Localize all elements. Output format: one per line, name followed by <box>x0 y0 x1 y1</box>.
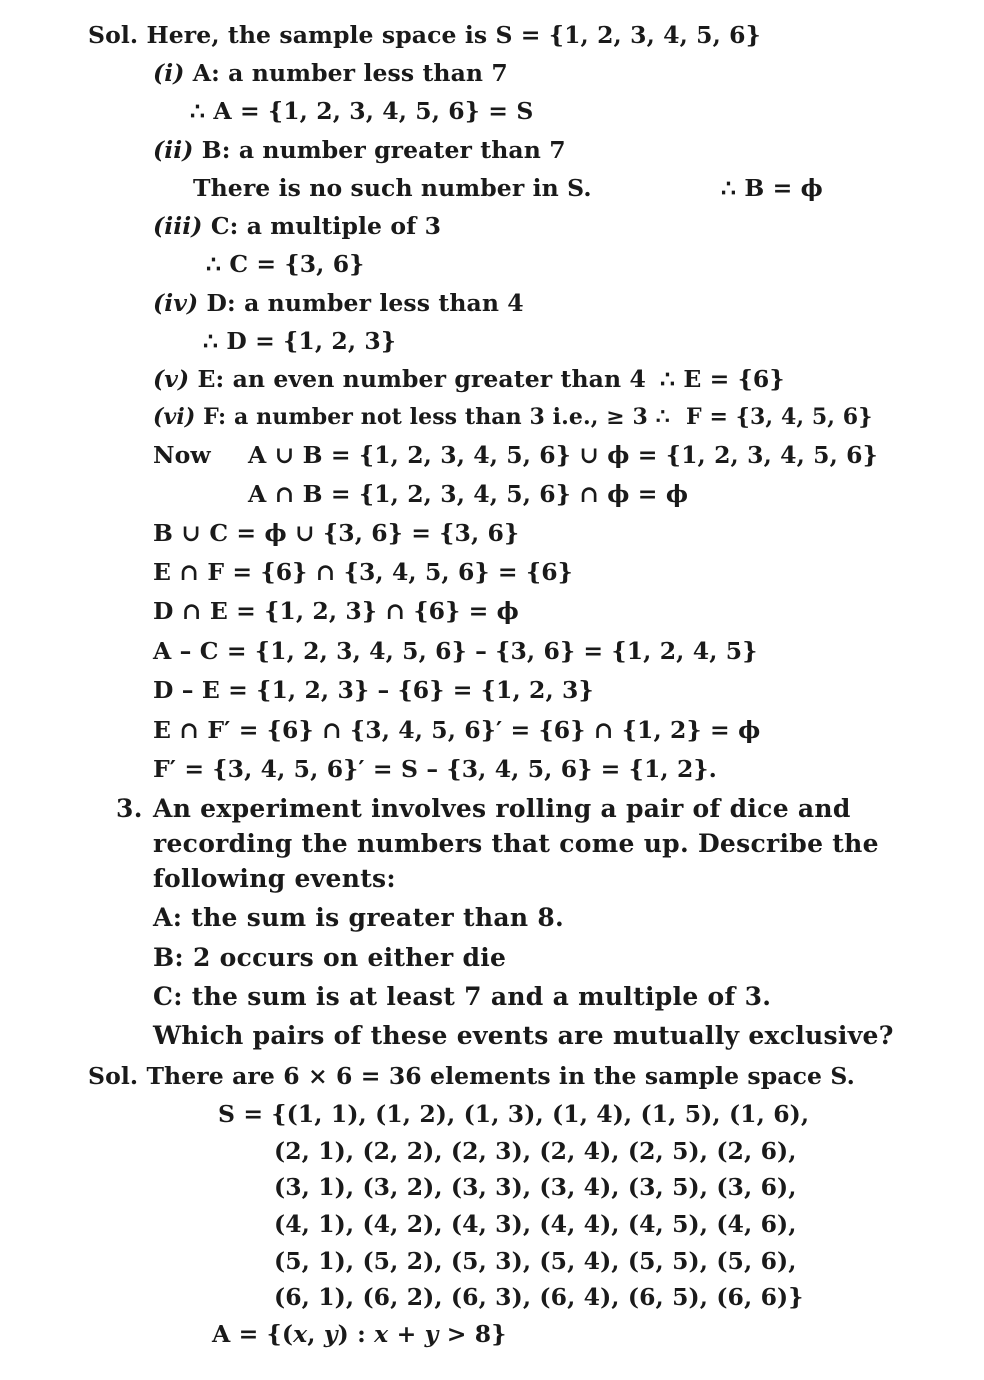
sol-label: Sol. <box>88 1062 139 1090</box>
item-vi <box>153 402 670 432</box>
var-x: x <box>374 1320 389 1348</box>
op-a-union-b: A ∪ B = {1, 2, 3, 4, 5, 6} ∪ ϕ = {1, 2, 3, 4, 5, 6} <box>248 441 878 469</box>
op-b-union-c: B ∪ C = ϕ ∪ {3, 6} = {3, 6} <box>153 519 520 547</box>
op-a-intersect-b: A ∩ B = {1, 2, 3, 4, 5, 6} ∩ ϕ = ϕ <box>248 480 689 508</box>
item-v <box>153 364 646 394</box>
set-a-comma: , <box>307 1320 324 1348</box>
op-d-minus-e: D – E = {1, 2, 3} – {6} = {1, 2, 3} <box>153 676 594 704</box>
var-y: y <box>323 1320 338 1348</box>
item-iv-result: ∴ D = {1, 2, 3} <box>203 327 397 355</box>
op-f-complement: F′ = {3, 4, 5, 6}′ = S – {3, 4, 5, 6} = {1, 2}. <box>153 755 717 783</box>
item-v-desc: E: an even number greater than 4 <box>197 365 646 393</box>
item-iv <box>153 288 524 318</box>
set-a-suffix: > 8} <box>438 1320 507 1348</box>
sol1-line-intro <box>88 20 761 50</box>
sample-space-row-4: (4, 1), (4, 2), (4, 3), (4, 4), (4, 5), (4, 6), <box>274 1210 797 1238</box>
sol1-intro: Here, the sample space is S = {1, 2, 3, 4, 5, 6} <box>146 21 761 49</box>
set-a-prefix: A = {( <box>212 1320 294 1348</box>
set-a-plus: + <box>388 1320 425 1348</box>
op-e-intersect-f: E ∩ F = {6} ∩ {3, 4, 5, 6} = {6} <box>153 558 573 586</box>
item-ii-note: There is no such number in S. <box>193 174 592 202</box>
item-i-desc: A: a number less than 7 <box>192 59 508 87</box>
op-e-intersect-fprime: E ∩ F′ = {6} ∩ {3, 4, 5, 6}′ = {6} ∩ {1, 2} = ϕ <box>153 716 761 744</box>
q3-line-1: An experiment involves rolling a pair of dice and <box>153 794 851 823</box>
item-ii-result: ∴ B = ϕ <box>721 174 823 202</box>
item-iii <box>153 211 441 241</box>
item-i <box>153 58 508 88</box>
var-x: x <box>293 1320 308 1348</box>
op-d-intersect-e: D ∩ E = {1, 2, 3} ∩ {6} = ϕ <box>153 597 519 625</box>
item-i-result: ∴ A = {1, 2, 3, 4, 5, 6} = S <box>190 97 534 125</box>
q3-line-3: following events: <box>153 864 396 893</box>
now-label: Now <box>153 441 211 469</box>
q3-question: Which pairs of these events are mutually exclusive? <box>153 1021 894 1050</box>
op-a-minus-c: A – C = {1, 2, 3, 4, 5, 6} – {3, 6} = {1, 2, 4, 5} <box>153 637 758 665</box>
item-iv-num: (iv) <box>153 289 199 317</box>
q3-event-c: C: the sum is at least 7 and a multiple of 3. <box>153 982 772 1011</box>
item-ii <box>153 135 566 165</box>
item-vi-desc: F: a number not less than 3 i.e., ≥ 3 ∴ <box>203 404 670 430</box>
item-vi-num: (vi) <box>153 404 196 430</box>
item-iv-desc: D: a number less than 4 <box>206 289 524 317</box>
q3-event-a: A: the sum is greater than 8. <box>153 903 565 932</box>
item-vi-result: F = {3, 4, 5, 6} <box>686 404 873 430</box>
item-ii-desc: B: a number greater than 7 <box>201 136 566 164</box>
sample-space-row-1: S = {(1, 1), (1, 2), (1, 3), (1, 4), (1, 5), (1, 6), <box>218 1100 810 1128</box>
q3-number: 3. <box>116 794 143 823</box>
var-y: y <box>424 1320 439 1348</box>
item-v-result: ∴ E = {6} <box>660 365 785 393</box>
sample-space-row-3: (3, 1), (3, 2), (3, 3), (3, 4), (3, 5), (3, 6), <box>274 1173 797 1201</box>
sol2-line-intro <box>88 1061 855 1091</box>
sample-space-row-5: (5, 1), (5, 2), (5, 3), (5, 4), (5, 5), (5, 6), <box>274 1247 797 1275</box>
sol2-intro: There are 6 × 6 = 36 elements in the sample space S. <box>146 1062 855 1090</box>
q3-event-b: B: 2 occurs on either die <box>153 943 507 972</box>
q3-line-2: recording the numbers that come up. Describe the <box>153 829 879 858</box>
item-ii-num: (ii) <box>153 136 194 164</box>
sample-space-row-2: (2, 1), (2, 2), (2, 3), (2, 4), (2, 5), (2, 6), <box>274 1137 797 1165</box>
item-i-num: (i) <box>153 59 185 87</box>
sol-label: Sol. <box>88 21 139 49</box>
item-v-num: (v) <box>153 365 190 393</box>
set-a-colon: ) : <box>337 1320 375 1348</box>
sample-space-row-6: (6, 1), (6, 2), (6, 3), (6, 4), (6, 5), (6, 6)} <box>274 1283 804 1311</box>
set-a-definition <box>212 1319 506 1349</box>
item-iii-result: ∴ C = {3, 6} <box>206 250 365 278</box>
item-iii-desc: C: a multiple of 3 <box>210 212 442 240</box>
item-iii-num: (iii) <box>153 212 203 240</box>
